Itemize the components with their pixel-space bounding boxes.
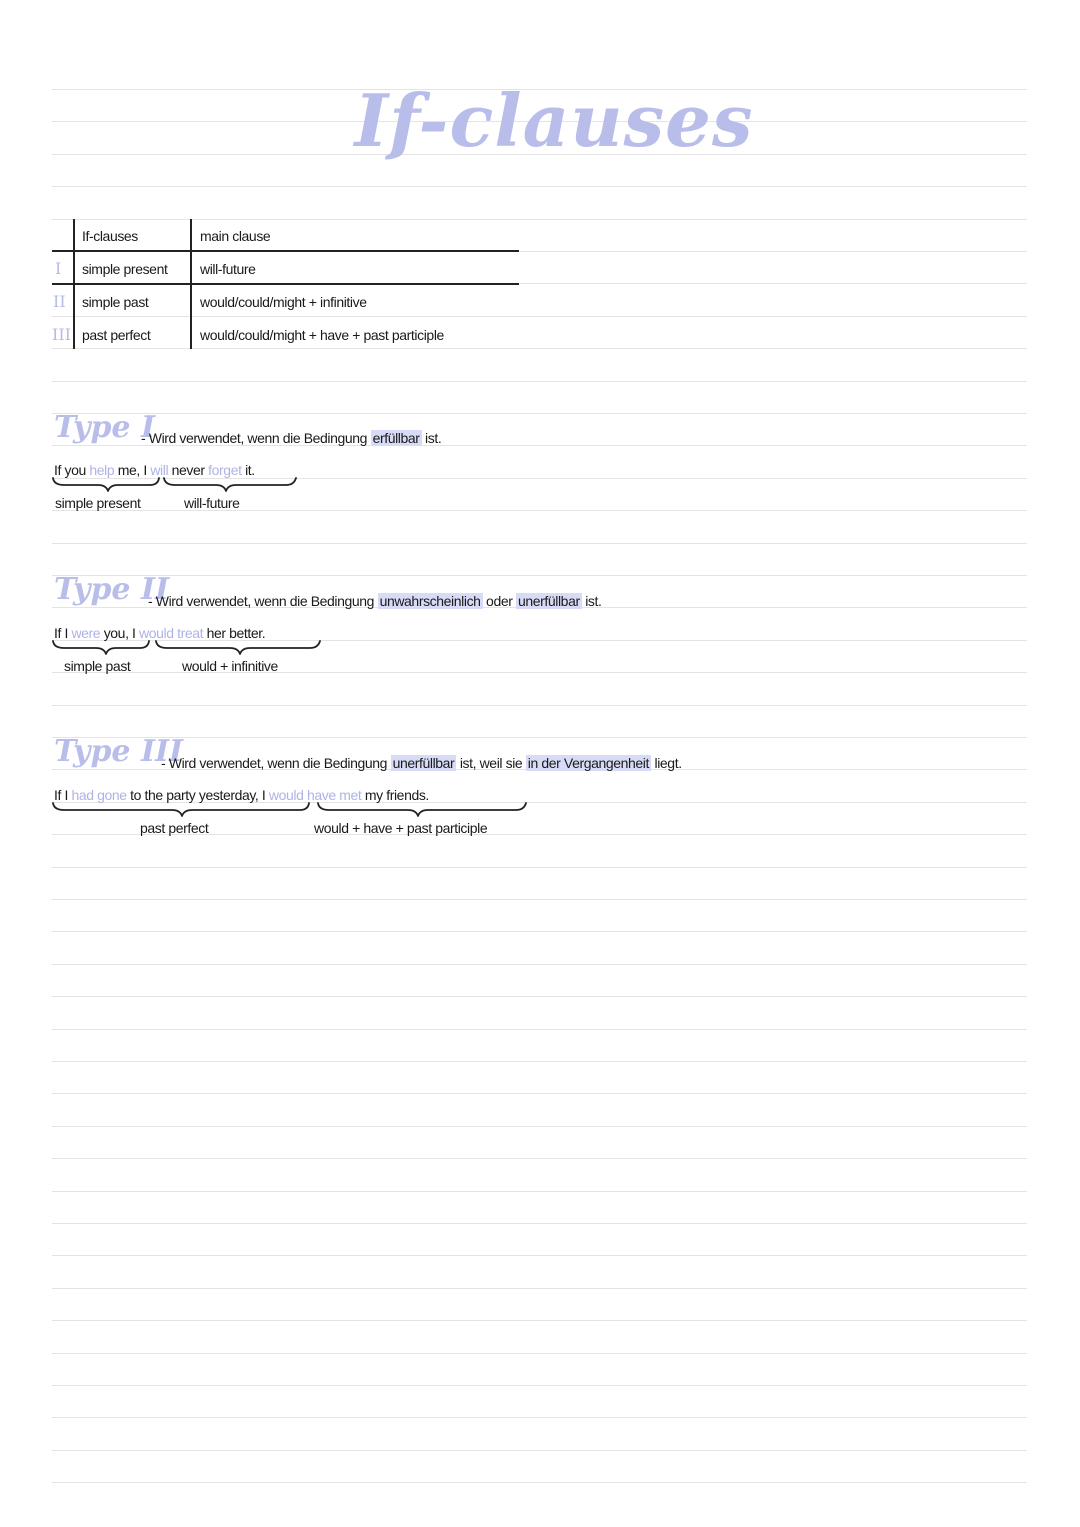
- table-header-rule: [52, 250, 519, 252]
- rule-highlight: unwahrscheinlich: [379, 593, 481, 609]
- table-cell-if: simple present: [82, 261, 168, 277]
- type3-label-if: past perfect: [140, 820, 209, 836]
- ruled-line: [52, 1093, 1027, 1094]
- rule-text: oder: [482, 593, 516, 609]
- if-clauses-table: [52, 219, 522, 349]
- type1-label-if: simple present: [55, 495, 141, 511]
- brace-if-clause: [53, 803, 309, 816]
- table-cell-main: would/could/might + infinitive: [200, 294, 367, 310]
- brace-if-clause: [53, 478, 159, 491]
- ruled-line: [52, 1255, 1027, 1256]
- table-cell-main: would/could/might + have + past participle: [200, 327, 444, 343]
- type3-braces: [50, 801, 540, 819]
- ruled-line: [52, 1353, 1027, 1354]
- type2-heading: Type II: [54, 572, 170, 607]
- example-verb: forget: [208, 462, 242, 478]
- table-header-main: main clause: [200, 228, 271, 244]
- example-text: me, I: [114, 462, 151, 478]
- example-verb: were: [71, 625, 101, 641]
- example-verb: will: [150, 462, 169, 478]
- ruled-line: [52, 705, 1027, 706]
- ruled-line: [52, 1450, 1027, 1451]
- type2-label-if: simple past: [64, 658, 131, 674]
- ruled-line: [52, 1191, 1027, 1192]
- table-cell-if: simple past: [82, 294, 149, 310]
- ruled-line: [52, 1061, 1027, 1062]
- ruled-line: [52, 1029, 1027, 1030]
- rule-text: liegt.: [651, 755, 682, 771]
- table-header-if: If-clauses: [82, 228, 138, 244]
- type1-label-main: will-future: [184, 495, 240, 511]
- brace-main-clause: [318, 803, 526, 816]
- type3-rule: [161, 755, 682, 771]
- ruled-line: [52, 575, 1027, 576]
- brace-if-clause: [53, 641, 149, 654]
- ruled-line: [52, 1126, 1027, 1127]
- example-verb: help: [89, 462, 115, 478]
- example-text: my friends.: [361, 787, 429, 803]
- ruled-line: [52, 381, 1027, 382]
- ruled-line: [52, 1223, 1027, 1224]
- ruled-line: [52, 1288, 1027, 1289]
- table-cell-if: past perfect: [82, 327, 151, 343]
- example-text: you, I: [100, 625, 140, 641]
- example-text: never: [168, 462, 209, 478]
- ruled-line: [52, 1158, 1027, 1159]
- example-verb: would have met: [268, 787, 362, 803]
- example-verb: would treat: [139, 625, 204, 641]
- type1-braces: [50, 476, 310, 494]
- rule-text: ist, weil sie: [456, 755, 526, 771]
- rule-highlight: unerfüllbar: [517, 593, 580, 609]
- ruled-line: [52, 996, 1027, 997]
- ruled-line: [52, 413, 1027, 414]
- rule-text: - Wird verwendet, wenn die Bedingung: [141, 430, 371, 446]
- ruled-line: [52, 543, 1027, 544]
- ruled-line: [52, 737, 1027, 738]
- type1-rule: [141, 430, 441, 446]
- table-cell-main: will-future: [200, 261, 256, 277]
- type2-label-main: would + infinitive: [182, 658, 278, 674]
- example-text: If I: [54, 625, 72, 641]
- rule-text: ist.: [581, 593, 602, 609]
- table-row-rule: [52, 283, 519, 285]
- rule-highlight: in der Vergangenheit: [527, 755, 650, 771]
- type3-label-main: would + have + past participle: [314, 820, 488, 836]
- brace-main-clause: [156, 641, 320, 654]
- ruled-line: [52, 899, 1027, 900]
- type1-heading: Type I: [54, 410, 156, 445]
- ruled-line: [52, 1482, 1027, 1483]
- ruled-line: [52, 1417, 1027, 1418]
- ruled-line: [52, 867, 1027, 868]
- example-text: to the party yesterday, I: [126, 787, 269, 803]
- example-text: it.: [241, 462, 255, 478]
- rule-text: - Wird verwendet, wenn die Bedingung: [148, 593, 378, 609]
- table-row-num: II: [53, 292, 66, 311]
- type3-heading: Type III: [54, 734, 184, 769]
- table-row-num: III: [52, 325, 71, 344]
- example-verb: had gone: [71, 787, 127, 803]
- ruled-line: [52, 1320, 1027, 1321]
- rule-highlight: unerfüllbar: [392, 755, 455, 771]
- table-row-num: I: [55, 259, 62, 278]
- ruled-line: [52, 1385, 1027, 1386]
- ruled-line: [52, 931, 1027, 932]
- example-text: If I: [54, 787, 72, 803]
- rule-text: - Wird verwendet, wenn die Bedingung: [161, 755, 391, 771]
- ruled-line: [52, 186, 1027, 187]
- brace-main-clause: [164, 478, 296, 491]
- rule-highlight: erfüllbar: [372, 430, 420, 446]
- example-text: her better.: [203, 625, 266, 641]
- type2-braces: [50, 639, 340, 657]
- rule-text: ist.: [421, 430, 442, 446]
- page-title: If-clauses: [354, 78, 754, 163]
- type2-rule: [148, 593, 602, 609]
- example-text: If you: [54, 462, 90, 478]
- ruled-line: [52, 964, 1027, 965]
